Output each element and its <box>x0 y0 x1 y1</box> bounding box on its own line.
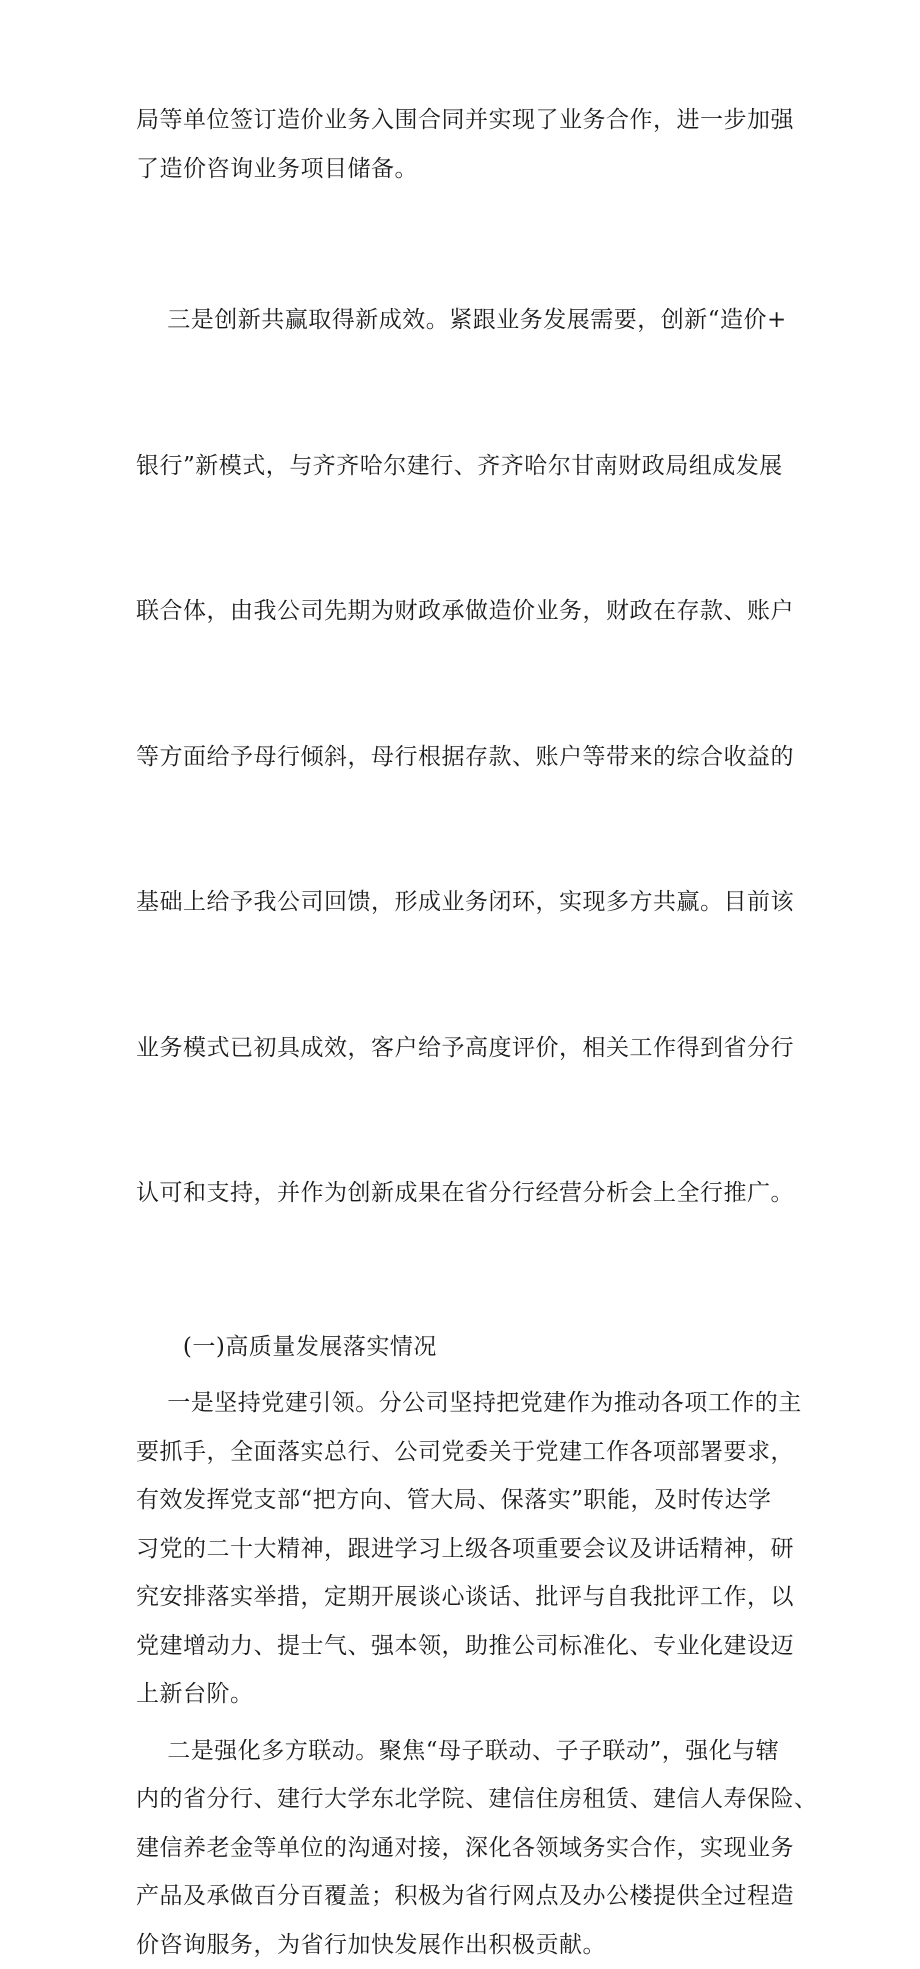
text-line: 三是创新共赢取得新成效。紧跟业务发展需要，创新“造价+ <box>136 296 796 345</box>
paragraph-4 <box>136 1727 796 1969</box>
text-line: 一是坚持党建引领。分公司坚持把党建作为推动各项工作的主 <box>136 1379 796 1428</box>
text-line: 有效发挥党支部“把方向、管大局、保落实”职能，及时传达学 <box>136 1476 796 1525</box>
text-line: 建信养老金等单位的沟通对接，深化各领域务实合作，实现业务 <box>136 1824 796 1873</box>
text-line: 银行”新模式，与齐齐哈尔建行、齐齐哈尔甘南财政局组成发展 <box>136 442 796 491</box>
text-line: 究安排落实举措，定期开展谈心谈话、批评与自我批评工作，以 <box>136 1573 796 1622</box>
text-line: 上新台阶。 <box>136 1670 796 1719</box>
text-line: 产品及承做百分百覆盖；积极为省行网点及办公楼提供全过程造 <box>136 1872 796 1921</box>
paragraph-3 <box>136 1379 796 1719</box>
text-line: 基础上给予我公司回馈，形成业务闭环，实现多方共赢。目前该 <box>136 878 796 927</box>
paragraph-2 <box>136 199 796 1315</box>
text-line: 了造价咨询业务项目储备。 <box>136 145 796 194</box>
text-line: 认可和支持，并作为创新成果在省分行经营分析会上全行推广。 <box>136 1169 796 1218</box>
text-line: 联合体，由我公司先期为财政承做造价业务，财政在存款、账户 <box>136 587 796 636</box>
text-line: 二是强化多方联动。聚焦“母子联动、子子联动”，强化与辖 <box>136 1727 796 1776</box>
text-line: 内的省分行、建行大学东北学院、建信住房租赁、建信人寿保险、 <box>136 1775 796 1824</box>
document-body <box>136 96 796 1969</box>
section-heading-text: (一)高质量发展落实情况 <box>136 1323 796 1372</box>
section-heading <box>136 1323 796 1372</box>
text-line: 业务模式已初具成效，客户给予高度评价，相关工作得到省分行 <box>136 1024 796 1073</box>
text-line: 习党的二十大精神，跟进学习上级各项重要会议及讲话精神，研 <box>136 1525 796 1574</box>
paragraph-1 <box>136 96 796 193</box>
text-line: 局等单位签订造价业务入围合同并实现了业务合作，进一步加强 <box>136 96 796 145</box>
text-line: 党建增动力、提士气、强本领，助推公司标准化、专业化建设迈 <box>136 1622 796 1671</box>
text-line: 等方面给予母行倾斜，母行根据存款、账户等带来的综合收益的 <box>136 733 796 782</box>
text-line: 要抓手，全面落实总行、公司党委关于党建工作各项部署要求， <box>136 1428 796 1477</box>
text-line: 价咨询服务，为省行加快发展作出积极贡献。 <box>136 1921 796 1969</box>
